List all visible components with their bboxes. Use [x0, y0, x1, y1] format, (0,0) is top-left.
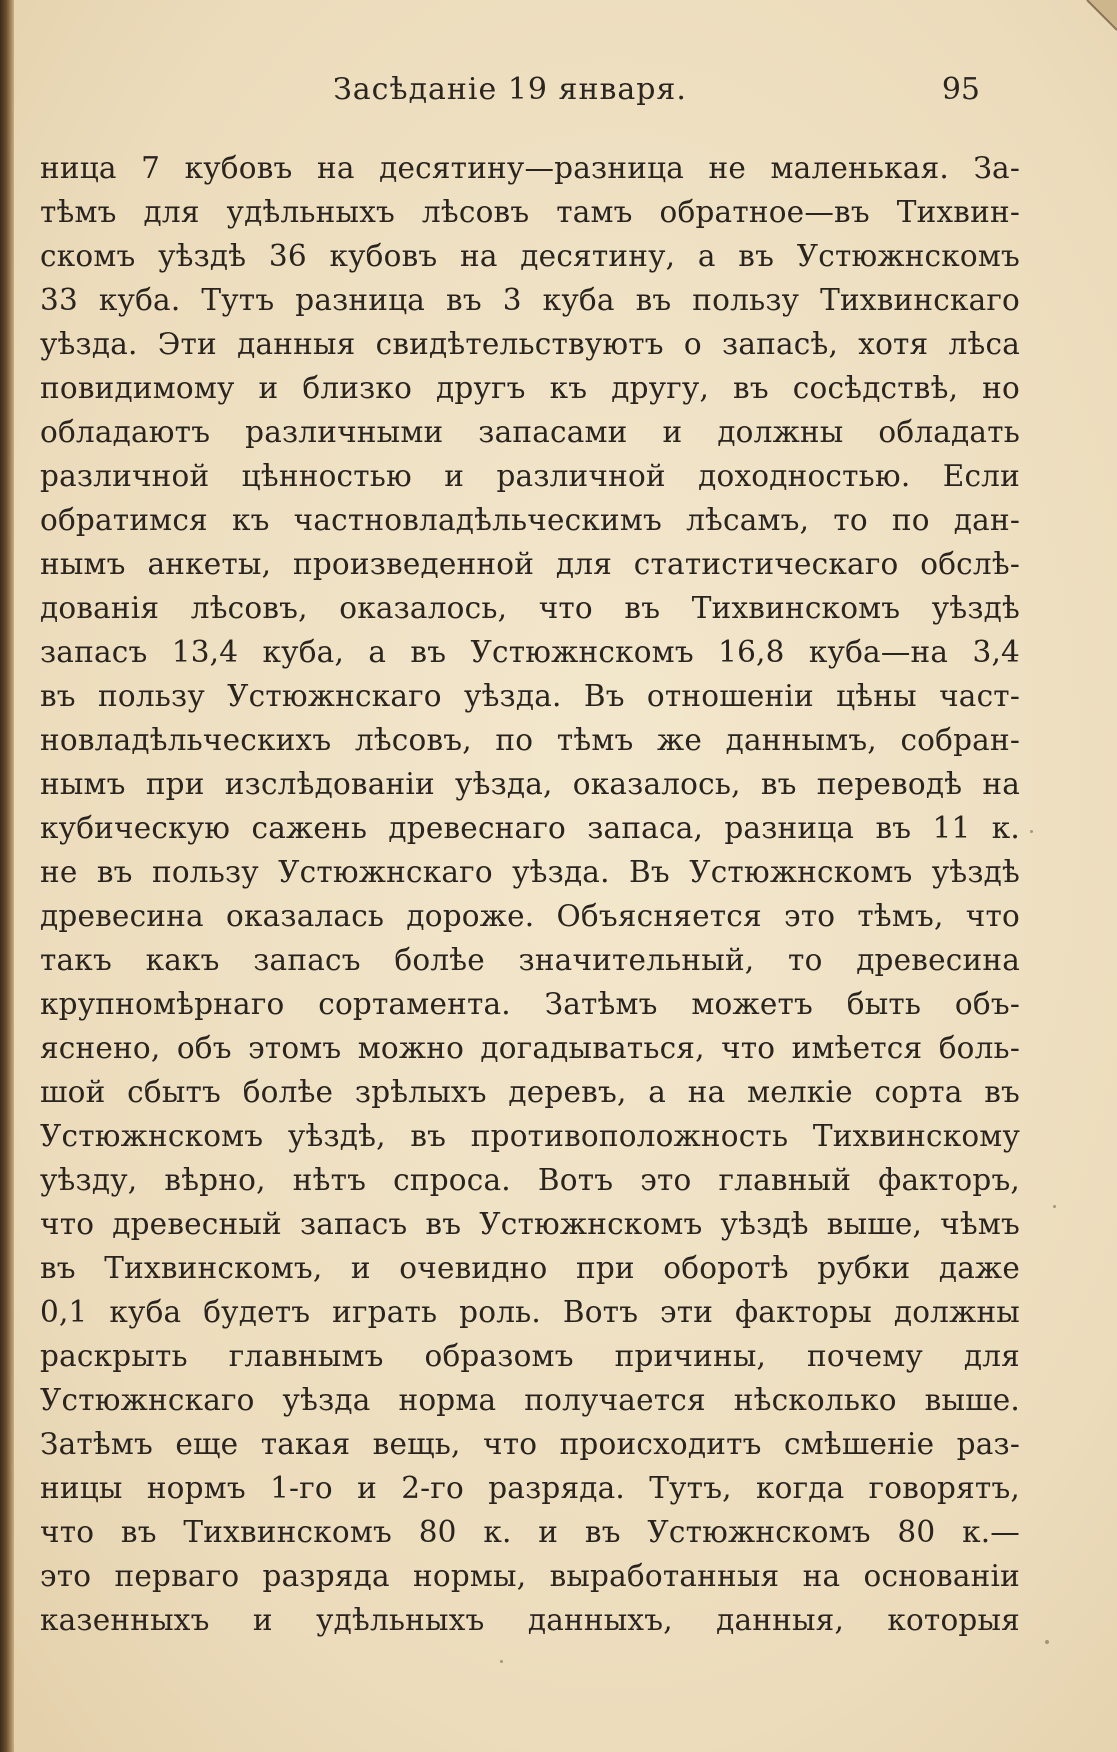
text-line: повидимому и близко другъ къ другу, въ сосѣдствѣ, но	[40, 371, 1020, 405]
paper-speck	[1053, 1205, 1056, 1208]
page-number: 95	[941, 72, 980, 107]
text-line: 33 куба. Тутъ разница въ 3 куба въ пользу Тихвинскаго	[40, 283, 1020, 317]
text-line: это перваго разряда нормы, выработанныя на основаніи	[40, 1559, 1020, 1593]
text-line: раскрыть главнымъ образомъ причины, почему для	[40, 1339, 1020, 1373]
text-line: кубическую сажень древеснаго запаса, разница въ 11 к.	[40, 811, 1020, 845]
text-line: въ Тихвинскомъ, и очевидно при оборотѣ рубки даже	[40, 1251, 1020, 1285]
book-spine-shadow	[0, 0, 14, 1752]
paper-speck	[500, 1660, 503, 1663]
text-line: новладѣльческихъ лѣсовъ, по тѣмъ же даннымъ, собран-	[40, 723, 1020, 757]
page-title: Засѣданіе 19 января.	[333, 72, 687, 107]
text-line: различной цѣнностью и различной доходностью. Если	[40, 459, 1020, 493]
paper-speck	[1045, 1640, 1049, 1644]
text-line: нымъ анкеты, произведенной для статистическаго обслѣ-	[40, 547, 1020, 581]
text-line: что древесный запасъ въ Устюжнскомъ уѣздѣ выше, чѣмъ	[40, 1207, 1020, 1241]
text-line: уѣзда. Эти данныя свидѣтельствуютъ о запасѣ, хотя лѣса	[40, 327, 1020, 361]
text-line: нымъ при изслѣдованіи уѣзда, оказалось, въ переводѣ на	[40, 767, 1020, 801]
text-line: запасъ 13,4 куба, а въ Устюжнскомъ 16,8 куба—на 3,4	[40, 635, 1020, 669]
text-line: дованія лѣсовъ, оказалось, что въ Тихвинскомъ уѣздѣ	[40, 591, 1020, 625]
text-line: Устюжнскаго уѣзда норма получается нѣсколько выше.	[40, 1383, 1020, 1417]
text-line: Устюжнскомъ уѣздѣ, въ противоположность Тихвинскому	[40, 1119, 1020, 1153]
text-line: шой сбытъ болѣе зрѣлыхъ деревъ, а на мелкіе сорта въ	[40, 1075, 1020, 1109]
page-corner-fold	[1057, 0, 1117, 60]
text-line: казенныхъ и удѣльныхъ данныхъ, данныя, которыя	[40, 1603, 1020, 1637]
running-head	[40, 72, 980, 116]
text-line: яснено, объ этомъ можно догадываться, что имѣется боль-	[40, 1031, 1020, 1065]
text-line: ница 7 кубовъ на десятину—разница не маленькая. За-	[40, 151, 1020, 185]
text-line: въ пользу Устюжнскаго уѣзда. Въ отношеніи цѣны част-	[40, 679, 1020, 713]
text-line: древесина оказалась дороже. Объясняется это тѣмъ, что	[40, 899, 1020, 933]
text-line: такъ какъ запасъ болѣе значительный, то древесина	[40, 943, 1020, 977]
text-line: уѣзду, вѣрно, нѣтъ спроса. Вотъ это главный факторъ,	[40, 1163, 1020, 1197]
text-line: что въ Тихвинскомъ 80 к. и въ Устюжнскомъ 80 к.—	[40, 1515, 1020, 1549]
text-line: обратимся къ частновладѣльческимъ лѣсамъ, то по дан-	[40, 503, 1020, 537]
text-line: крупномѣрнаго сортамента. Затѣмъ можетъ быть объ-	[40, 987, 1020, 1021]
text-line: Затѣмъ еще такая вещь, что происходитъ смѣшеніе раз-	[40, 1427, 1020, 1461]
text-line: 0,1 куба будетъ играть роль. Вотъ эти факторы должны	[40, 1295, 1020, 1329]
body-text	[40, 146, 1020, 1642]
text-line: ницы нормъ 1-го и 2-го разряда. Тутъ, когда говорятъ,	[40, 1471, 1020, 1505]
paper-speck	[1030, 830, 1033, 833]
text-line: тѣмъ для удѣльныхъ лѣсовъ тамъ обратное—въ Тихвин-	[40, 195, 1020, 229]
text-line: обладаютъ различными запасами и должны обладать	[40, 415, 1020, 449]
text-line: скомъ уѣздѣ 36 кубовъ на десятину, а въ Устюжнскомъ	[40, 239, 1020, 273]
text-line: не въ пользу Устюжнскаго уѣзда. Въ Устюжнскомъ уѣздѣ	[40, 855, 1020, 889]
